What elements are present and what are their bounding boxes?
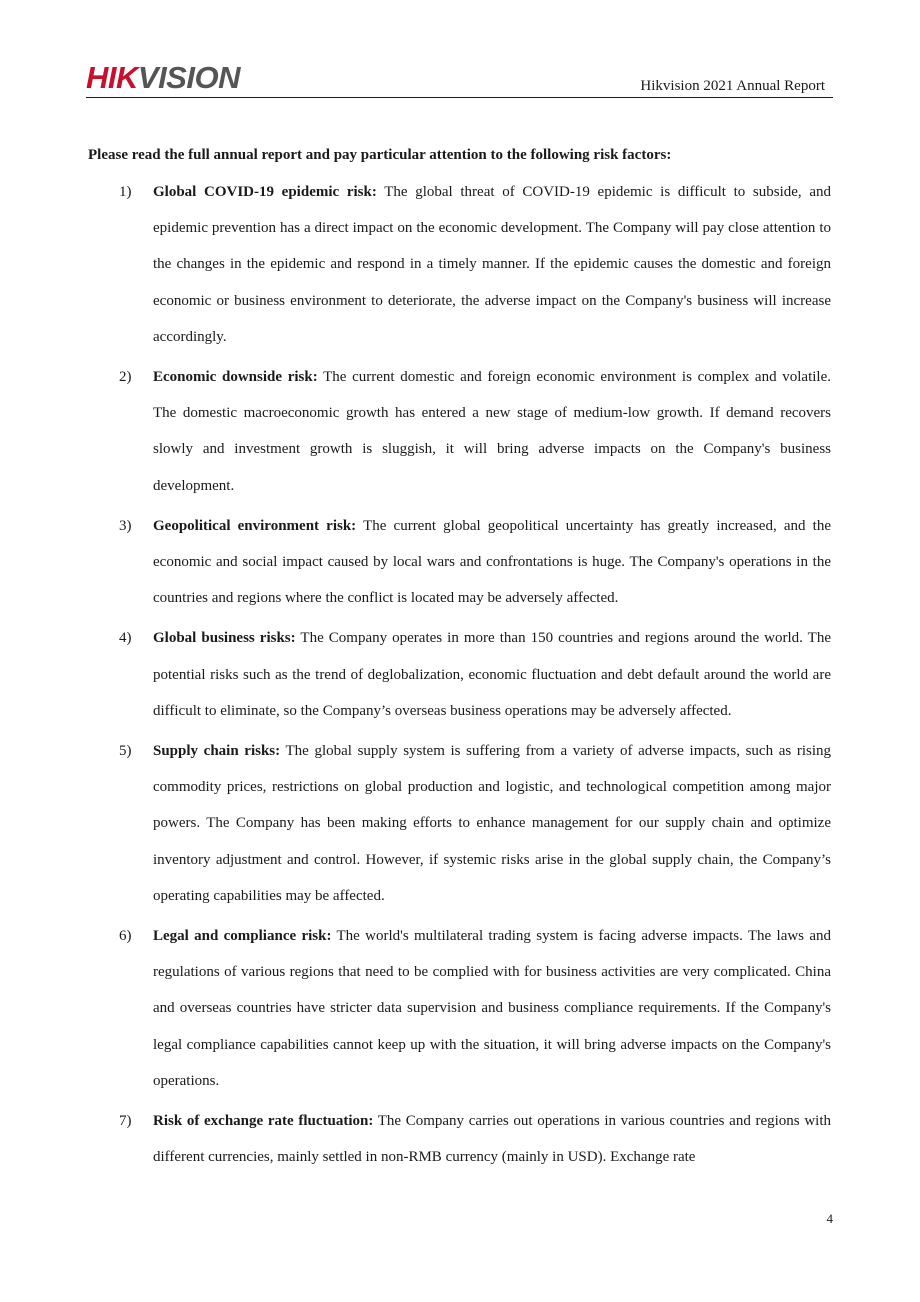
risk-item-legal-compliance bbox=[0, 918, 920, 1099]
risk-title: Supply chain risks: bbox=[153, 743, 281, 760]
logo-part-vision: VISION bbox=[137, 60, 240, 95]
risk-paragraph bbox=[153, 359, 831, 504]
risk-paragraph bbox=[153, 918, 831, 1099]
logo-part-hik: HIK bbox=[86, 60, 138, 95]
risk-paragraph bbox=[153, 174, 831, 355]
risk-body: The current domestic and foreign economic environment is complex and volatile. The domestic macroeconomic growth has entered a new stage of medium-low growth. If demand recovers slowly and investment growth is sluggish, it will bring adverse impacts on the Company's business development. bbox=[153, 369, 831, 494]
report-title: Hikvision 2021 Annual Report bbox=[640, 78, 825, 94]
risk-item-exchange-rate bbox=[0, 1103, 920, 1175]
risk-paragraph bbox=[153, 733, 831, 914]
risk-number: 3) bbox=[119, 517, 132, 534]
risk-item-geopolitical bbox=[0, 508, 920, 617]
risk-paragraph bbox=[153, 508, 831, 617]
risk-item-supply-chain bbox=[0, 733, 920, 914]
risk-item-economic bbox=[0, 359, 920, 504]
risk-number: 7) bbox=[119, 1113, 132, 1130]
risk-title: Economic downside risk: bbox=[153, 369, 318, 386]
risk-number: 5) bbox=[119, 743, 132, 760]
risk-title: Global business risks: bbox=[153, 630, 296, 647]
risk-body: The Company operates in more than 150 countries and regions around the world. The potential risks such as the trend of deglobalization, economic fluctuation and debt default around the world are difficult to eliminate, so the Company’s overseas business operations may be adversely affected. bbox=[153, 630, 831, 719]
risk-body: The Company carries out operations in various countries and regions with different currencies, mainly settled in non-RMB currency (mainly in USD). Exchange rate bbox=[153, 1113, 831, 1166]
risk-paragraph bbox=[153, 1103, 831, 1175]
risk-item-global-business bbox=[0, 620, 920, 729]
intro-heading: Please read the full annual report and pay particular attention to the following risk factors: bbox=[88, 147, 672, 163]
risk-title: Global COVID-19 epidemic risk: bbox=[153, 184, 377, 200]
risk-factor-list bbox=[0, 174, 920, 1179]
header-divider bbox=[86, 97, 833, 98]
page-number: 4 bbox=[826, 1211, 833, 1226]
risk-title: Legal and compliance risk: bbox=[153, 928, 332, 945]
hikvision-logo bbox=[86, 62, 240, 93]
risk-number: 2) bbox=[119, 369, 132, 386]
risk-title: Geopolitical environment risk: bbox=[153, 517, 357, 534]
risk-paragraph bbox=[153, 620, 831, 729]
risk-item-covid bbox=[0, 174, 920, 355]
risk-body: The world's multilateral trading system is facing adverse impacts. The laws and regulations of various regions that need to be complied with for business activities are very complicated. China and overseas countries have stricter data supervision and business compliance requirements. If the Company's legal compliance capabilities cannot keep up with the situation, it will bring adverse impacts on the Company's operations. bbox=[153, 928, 831, 1089]
risk-number: 6) bbox=[119, 928, 132, 945]
risk-number: 1) bbox=[119, 184, 132, 200]
risk-number: 4) bbox=[119, 630, 132, 647]
risk-body: The global threat of COVID-19 epidemic is difficult to subside, and epidemic prevention has a direct impact on the economic development. The Company will pay close attention to the changes in the epidemic and respond in a timely manner. If the epidemic causes the domestic and foreign economic or business environment to deteriorate, the adverse impact on the Company's business will increase accordingly. bbox=[153, 184, 831, 345]
risk-title: Risk of exchange rate fluctuation: bbox=[153, 1113, 374, 1130]
risk-body: The current global geopolitical uncertainty has greatly increased, and the economic and social impact caused by local wars and confrontations is huge. The Company's operations in the countries and regions where the conflict is located may be adversely affected. bbox=[153, 517, 831, 607]
risk-body: The global supply system is suffering from a variety of adverse impacts, such as rising commodity prices, restrictions on global production and logistic, and technological competition among major powers. The Company has been making efforts to enhance management for our supply chain and optimize inventory adjustment and control. However, if systemic risks arise in the global supply chain, the Company’s operating capabilities may be affected. bbox=[153, 743, 832, 904]
